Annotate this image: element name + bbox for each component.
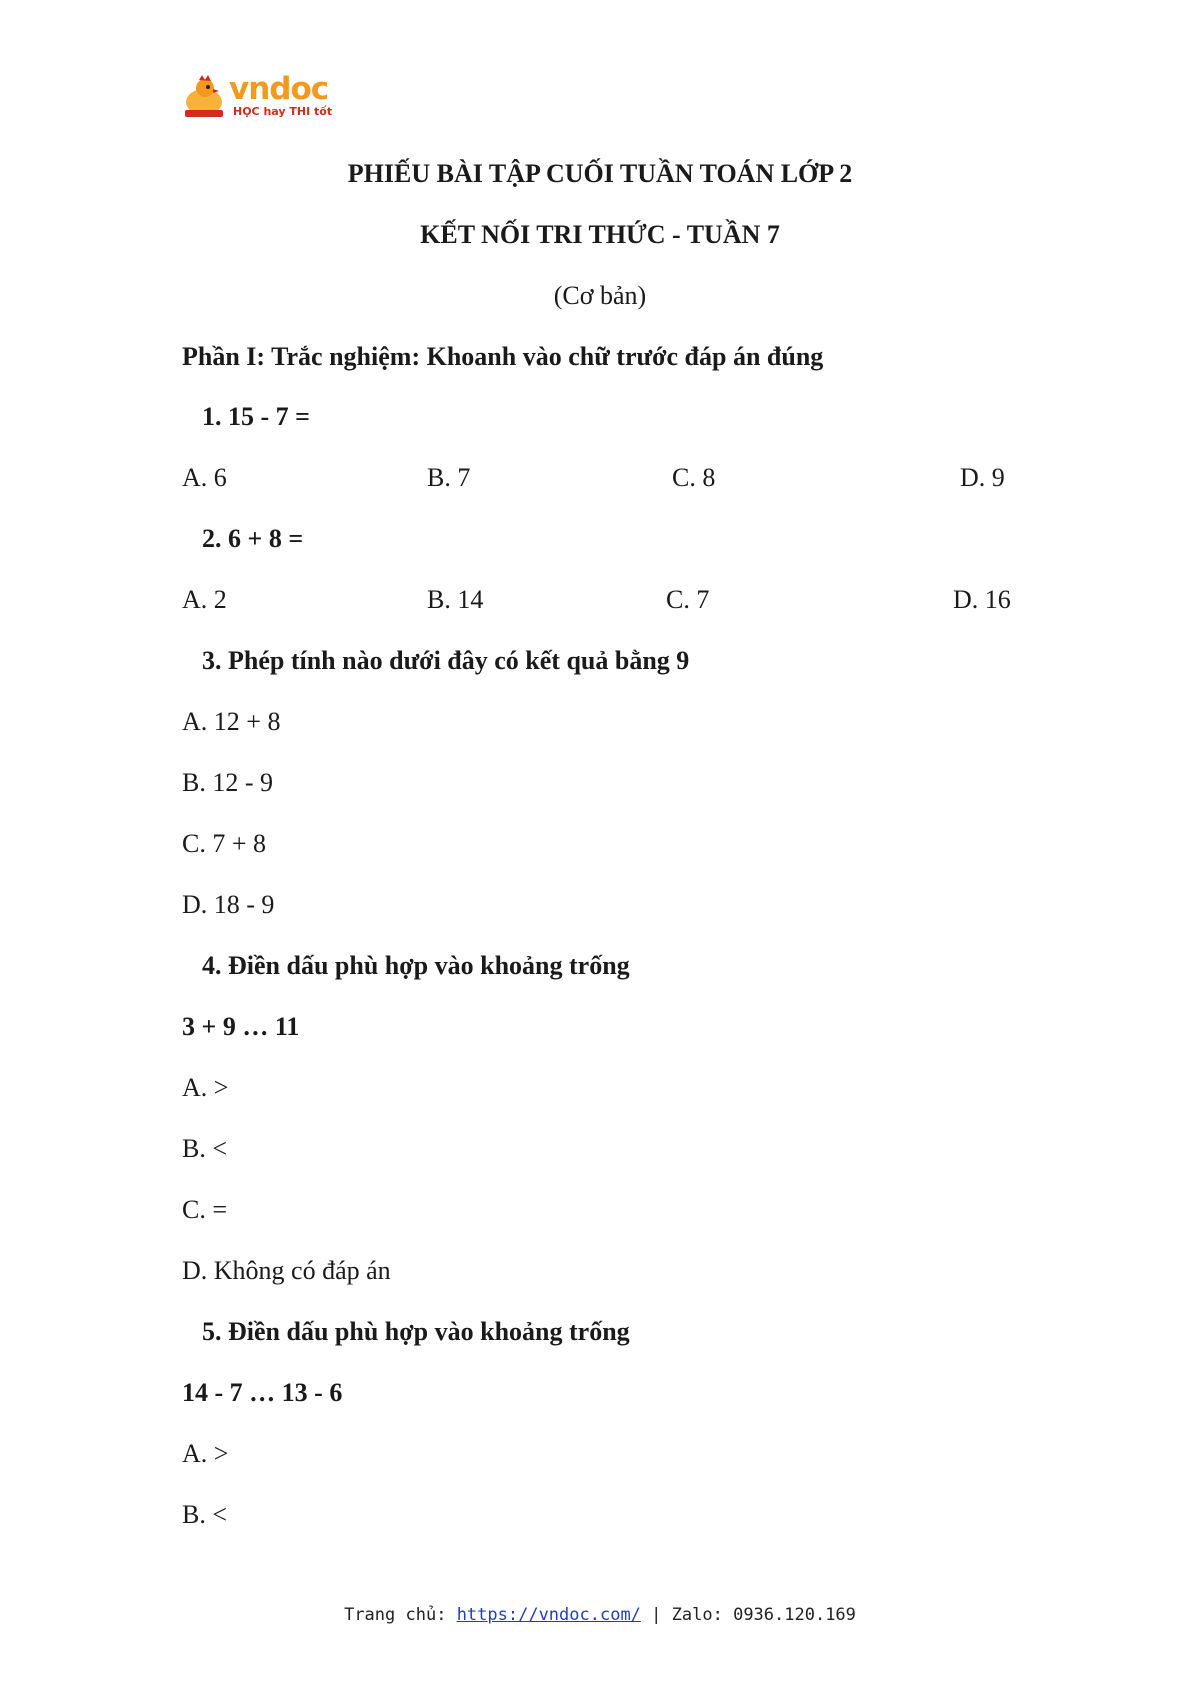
footer-zalo: Zalo: 0936.120.169 <box>671 1605 856 1625</box>
q2-option-d: D. 16 <box>953 585 1011 614</box>
q4-option-a: A. > <box>182 1073 229 1102</box>
q1-option-c: C. 8 <box>672 463 716 492</box>
footer-home-label: Trang chủ: <box>344 1605 447 1625</box>
question-3: 3. Phép tính nào dưới đây có kết quả bằng 9 <box>202 646 690 675</box>
q4-option-b: B. < <box>182 1134 228 1163</box>
page-subtitle: (Cơ bản) <box>553 281 647 310</box>
q3-option-b: B. 12 - 9 <box>182 768 273 797</box>
logo-tagline: HỌC hay THI tốt <box>233 105 333 118</box>
q1-option-d: D. 9 <box>960 463 1005 492</box>
vndoc-logo <box>181 72 341 124</box>
footer-separator: | <box>651 1605 662 1625</box>
q3-option-d: D. 18 - 9 <box>182 890 275 919</box>
q5-expression: 14 - 7 … 13 - 6 <box>182 1378 343 1407</box>
q3-option-c: C. 7 + 8 <box>182 829 267 858</box>
q2-option-c: C. 7 <box>666 585 710 614</box>
q4-option-d: D. Không có đáp án <box>182 1256 391 1285</box>
q5-option-a: A. > <box>182 1439 229 1468</box>
q3-option-a: A. 12 + 8 <box>182 707 281 736</box>
question-1: 1. 15 - 7 = <box>202 402 310 431</box>
page-title: PHIẾU BÀI TẬP CUỐI TUẦN TOÁN LỚP 2 <box>347 159 853 188</box>
rooster-mascot-icon <box>181 74 227 120</box>
question-4: 4. Điền dấu phù hợp vào khoảng trống <box>202 951 630 980</box>
q4-expression: 3 + 9 … 11 <box>182 1012 300 1041</box>
page-title-line2: KẾT NỐI TRI THỨC - TUẦN 7 <box>420 220 780 249</box>
footer-home-link[interactable]: https://vndoc.com/ <box>456 1605 641 1625</box>
part1-heading: Phần I: Trắc nghiệm: Khoanh vào chữ trước đáp án đúng <box>182 342 824 371</box>
q2-option-a: A. 2 <box>182 585 227 614</box>
question-5: 5. Điền dấu phù hợp vào khoảng trống <box>202 1317 630 1346</box>
page-footer <box>0 1604 1200 1626</box>
question-2: 2. 6 + 8 = <box>202 524 304 553</box>
q2-option-b: B. 14 <box>427 585 484 614</box>
logo-wordmark: vndoc <box>229 71 329 107</box>
q5-option-b: B. < <box>182 1500 228 1529</box>
q1-option-a: A. 6 <box>182 463 227 492</box>
q4-option-c: C. = <box>182 1195 228 1224</box>
q1-option-b: B. 7 <box>427 463 471 492</box>
